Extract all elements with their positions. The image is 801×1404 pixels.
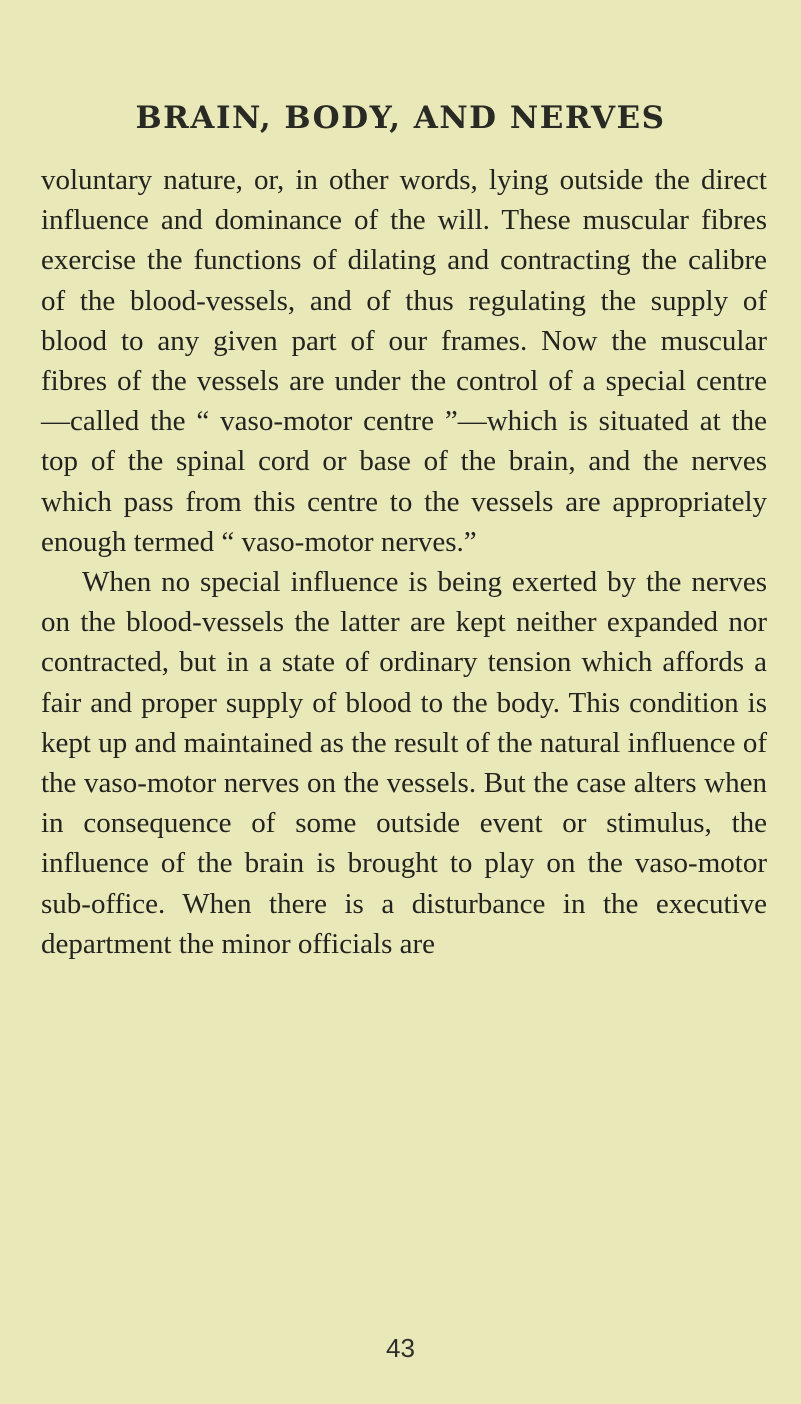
body-text	[41, 160, 767, 964]
paragraph-continued: voluntary nature, or, in other words, lying outside the direct influence and dominance of the will. These muscular fibres exercise the functions of dilating and contracting the calibre of the blood-vessels, and of thus regulating the supply of blood to any given part of our frames. Now the muscular fibres of the vessels are under the control of a special centre —called the “ vaso-motor centre ”—which is situated at the top of the spinal cord or base of the brain, and the nerves which pass from this centre to the vessels are appropriately enough termed “ vaso-motor nerves.”	[41, 164, 767, 558]
paragraph: When no special influence is being exerted by the nerves on the blood-vessels the latter are kept neither expanded nor contracted, but in a state of ordinary tension which affords a fair and proper supply of blood to the body. This condition is kept up and maintained as the result of the natural influence of the vaso-motor nerves on the vessels. But the case alters when in consequence of some outside event or stimulus, the influence of the brain is brought to play on the vaso-motor sub-office. When there is a disturbance in the executive department the minor officials are	[41, 566, 767, 960]
page-number: 43	[386, 1333, 415, 1363]
running-head: BRAIN, BODY, AND NERVES	[135, 100, 666, 136]
